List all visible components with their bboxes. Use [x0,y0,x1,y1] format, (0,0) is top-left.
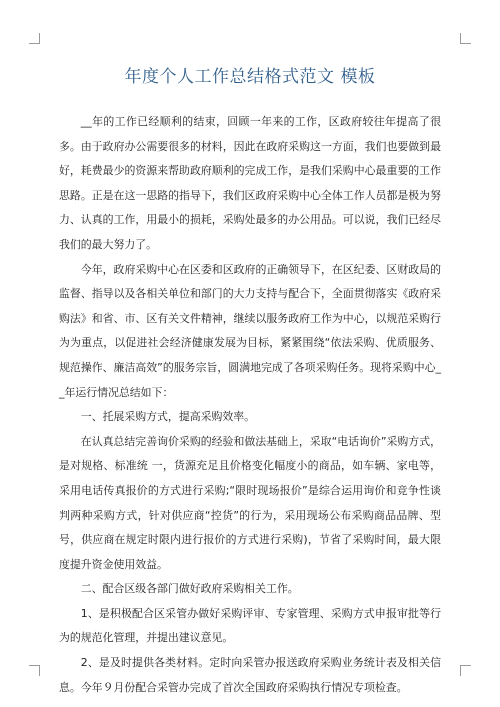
paragraph-item-1: 1、是积极配合区采管办做好采购评审、专家管理、采购方式申报审批等行为的规范化管理，并提出建议意见。 [59,606,441,645]
section-heading-2: 二、配合区级各部门做好政府采购相关工作。 [80,582,299,596]
crop-mark-top-right [460,33,471,44]
paragraph-intro: __年的工作已经顺利的结束，回顾一年来的工作，区政府较往年提高了很多。由于政府办公需要很多的材料，因此在政府采购这一方面，我们也要做到最好，耗费最少的资源来帮助政府顺利的完成工作，是我们采购中心最重要的工作思路。正是在这一思路的指导下，我们区政府采购中心全体工作人员都是极为努力、认真的工作，用最小的损耗，采购处最多的办公用品。可以说，我们已经尽我们的最大努力了。 [59,115,441,251]
crop-mark-bottom-left [29,665,40,676]
paragraph-overview: 今年，政府采购中心在区委和区政府的正确领导下，在区纪委、区财政局的监督、指导以及各相关单位和部门的大力支持与配合下，全面贯彻落实《政府采购法》和省、市、区有关文件精神，继续以服务政府工作为中心，以规范采购行为为重点，以促进社会经济健康发展为目标，紧紧围绕“依法采购、优质服务、规范操作、廉洁高效”的服务宗旨，圆满地完成了各项采购任务。现将采购中心__年运行情况总结如下： [59,262,441,399]
paragraph-item-2: 2、是及时提供各类材料。定时向采管办报送政府采购业务统计表及相关信息。今年９月份配合采管办完成了首次全国政府采购执行情况专项检查。 [59,656,441,694]
document-title: 年度个人工作总结格式范文 模板 [124,67,376,87]
section-heading-1: 一、托展采购方式，提高采购效率。 [80,410,256,424]
paragraph-procurement-methods: 在认真总结完善询价采购的经验和做法基础上，采取“电话询价”采购方式，是对规格、标准统 一，货源充足且价格变化幅度小的商品，如车辆、家电等，采用电话传真报价的方式进行采购;“限时现场报价”是综合运用询价和竞争性谈判两种采购方式，针对供应商“控货”的行为，采用现场公布采购商品品牌、型号，供应商在规定时限内进行报价的方式进行采购)，节省了采购时间，最大限度提升资金使用效益。 [59,434,441,571]
crop-mark-bottom-right [460,665,471,676]
document-body [59,110,441,700]
crop-mark-top-left [29,33,40,44]
